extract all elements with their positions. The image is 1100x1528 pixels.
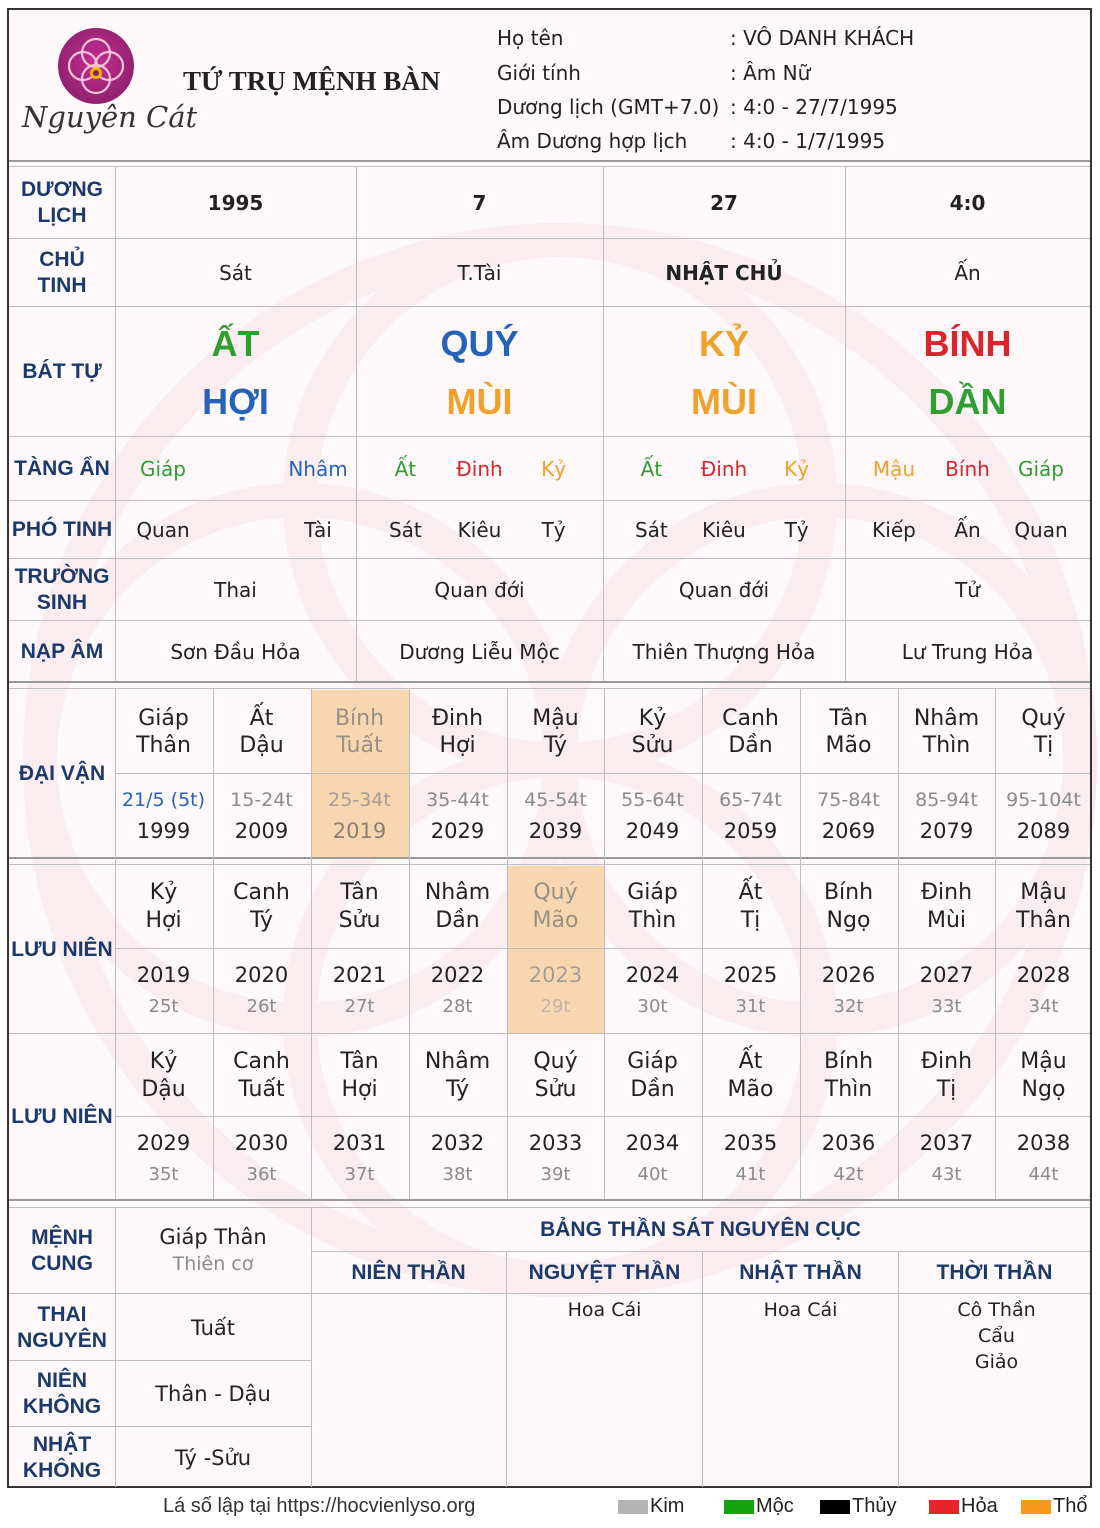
dai-van-chi: Dậu xyxy=(239,732,284,758)
luu-nien-pillar xyxy=(702,866,799,948)
row-header-luu-nien-1: LƯU NIÊN xyxy=(11,937,113,961)
luu-nien-can: Nhâm xyxy=(424,880,491,905)
luu-nien-can: Nhâm xyxy=(424,1049,491,1074)
pillar-chu-tinh: Sát xyxy=(219,261,252,285)
pillar-tang-an: Đinh xyxy=(700,457,748,481)
pillar-can: KỶ xyxy=(698,323,749,364)
luu-nien-chi: Mùi xyxy=(926,908,967,933)
luu-nien-age: 33t xyxy=(931,996,962,1017)
dai-van-can: Quý xyxy=(1021,705,1066,731)
luu-nien-chi: Sửu xyxy=(534,1077,577,1102)
row-header-nien-khong: NIÊN KHÔNG xyxy=(22,1369,102,1418)
luu-nien-year-cell xyxy=(507,1118,604,1200)
dai-van-period xyxy=(702,775,799,857)
dai-van-year: 1999 xyxy=(136,819,191,843)
pillar-nap-am: Sơn Đầu Hỏa xyxy=(170,639,301,664)
luu-nien-age: 25t xyxy=(148,996,179,1017)
dai-van-period xyxy=(213,775,310,857)
col-header-nguyet-than: NGUYỆT THẦN xyxy=(528,1261,681,1284)
dai-van-age: 55-64t xyxy=(621,789,684,811)
luu-nien-pillar xyxy=(311,866,408,948)
than-sat-item: Cẩu xyxy=(978,1325,1015,1347)
legend-item xyxy=(724,1495,794,1518)
luu-nien-pillar xyxy=(604,1035,701,1117)
luu-nien-chi: Thìn xyxy=(824,1077,873,1102)
luu-nien-pillar xyxy=(115,1035,212,1117)
dai-van-year: 2039 xyxy=(528,819,583,843)
info-value-gender: : Âm Nữ xyxy=(730,61,811,85)
luu-nien-can: Tân xyxy=(340,1049,379,1074)
luu-nien-chi: Dần xyxy=(435,908,480,933)
luu-nien-pillar xyxy=(800,866,897,948)
luu-nien-chi: Tị xyxy=(936,1077,957,1102)
legend-label: Hỏa xyxy=(961,1495,998,1517)
luu-nien-can: Mậu xyxy=(1020,1049,1067,1074)
pillar-chu-tinh: T.Tài xyxy=(457,261,502,285)
pillar-tang-an: Bính xyxy=(945,457,990,481)
than-sat-values xyxy=(899,1297,1094,1375)
luu-nien-can: Quý xyxy=(533,880,578,905)
than-sat-item: Cô Thần xyxy=(957,1299,1036,1321)
luu-nien-chi: Hợi xyxy=(145,908,182,933)
legend-label: Mộc xyxy=(756,1495,794,1517)
luu-nien-chi: Thìn xyxy=(628,908,677,933)
luu-nien-age: 31t xyxy=(735,996,766,1017)
dai-van-pillar xyxy=(115,690,212,773)
pillar-pho-tinh: Kiêu xyxy=(702,518,746,542)
legend-item xyxy=(618,1495,684,1518)
luu-nien-chi: Hợi xyxy=(341,1077,378,1102)
dai-van-age: 45-54t xyxy=(524,789,587,811)
luu-nien-chi: Tý xyxy=(445,1077,470,1102)
luu-nien-pillar xyxy=(409,1035,506,1117)
luu-nien-age: 34t xyxy=(1028,996,1059,1017)
pillar-nap-am: Thiên Thượng Hỏa xyxy=(632,639,816,664)
dai-van-chi: Dần xyxy=(728,732,773,758)
luu-nien-can: Kỷ xyxy=(149,1049,178,1074)
luu-nien-can: Giáp xyxy=(627,1049,678,1074)
luu-nien-chi: Thân xyxy=(1016,908,1071,933)
footer-source: Lá số lập tại https://hocvienlyso.org xyxy=(163,1495,476,1517)
luu-nien-year-cell xyxy=(409,1118,506,1200)
dai-van-year: 2019 xyxy=(332,819,387,843)
dai-van-chi: Thân xyxy=(136,732,191,758)
luu-nien-chi: Ngọ xyxy=(826,908,871,933)
luu-nien-can: Bính xyxy=(823,880,874,905)
luu-nien-can: Canh xyxy=(233,1049,290,1074)
luu-nien-year: 2019 xyxy=(136,963,191,987)
legend-swatch xyxy=(1021,1500,1051,1514)
pillar-pho-tinh: Tài xyxy=(304,518,332,542)
legend-item xyxy=(1021,1495,1087,1518)
than-sat-values xyxy=(703,1297,898,1323)
legend-item xyxy=(929,1495,998,1518)
luu-nien-age: 32t xyxy=(833,996,864,1017)
pillar-pho-tinh: Tỷ xyxy=(784,518,809,542)
nien-khong-value: Thân - Dậu xyxy=(155,1382,271,1406)
legend-swatch xyxy=(820,1500,850,1514)
dai-van-can: Canh xyxy=(722,705,779,731)
brand-signature: Nguyên Cát xyxy=(22,100,198,134)
menh-cung-value: Giáp Thân Thiên cơ xyxy=(159,1225,267,1275)
dai-van-year: 2049 xyxy=(625,819,680,843)
luu-nien-year-cell xyxy=(115,1118,212,1200)
pillar-pho-tinh: Ấn xyxy=(954,518,981,542)
luu-nien-year-cell xyxy=(409,950,506,1032)
info-value-lunar: : 4:0 - 1/7/1995 xyxy=(730,129,886,153)
dai-van-can: Giáp xyxy=(138,705,189,731)
pillar-truong-sinh: Quan đới xyxy=(678,578,770,602)
luu-nien-age: 26t xyxy=(246,996,277,1017)
legend-swatch xyxy=(929,1500,959,1514)
luu-nien-year-cell xyxy=(213,950,310,1032)
row-header-pho-tinh: PHÓ TINH xyxy=(11,518,113,541)
info-label-gender: Giới tính xyxy=(497,61,581,85)
col-header-thoi-than: THỜI THẦN xyxy=(936,1261,1053,1284)
pillar-tang-an: Giáp xyxy=(1017,457,1064,481)
luu-nien-pillar xyxy=(507,866,604,948)
luu-nien-can: Kỷ xyxy=(149,880,178,905)
luu-nien-year-cell xyxy=(604,1118,701,1200)
dai-van-period xyxy=(507,775,604,857)
luu-nien-age: 29t xyxy=(540,996,571,1017)
luu-nien-year: 2032 xyxy=(430,1131,485,1155)
luu-nien-year: 2037 xyxy=(919,1131,974,1155)
pillar-date: 27 xyxy=(710,191,738,215)
luu-nien-chi: Mão xyxy=(532,908,579,933)
row-header-luu-nien-2: LƯU NIÊN xyxy=(11,1105,113,1128)
pillar-date: 4:0 xyxy=(949,191,986,215)
dai-van-age: 85-94t xyxy=(915,789,978,811)
luu-nien-pillar xyxy=(311,1035,408,1117)
pillar-tang-an: Đinh xyxy=(456,457,503,481)
luu-nien-can: Mậu xyxy=(1020,880,1067,905)
luu-nien-year-cell xyxy=(311,950,408,1032)
luu-nien-year: 2036 xyxy=(821,1131,876,1155)
row-header-truong-sinh: TRƯỜNG SINH xyxy=(14,565,110,614)
pillar-nap-am: Dương Liễu Mộc xyxy=(399,639,560,664)
than-sat-values xyxy=(507,1297,702,1323)
dai-van-chi: Tị xyxy=(1033,732,1054,758)
pillar-tang-an: Mậu xyxy=(872,457,916,481)
luu-nien-can: Ất xyxy=(738,1049,763,1074)
than-sat-title: BẢNG THẦN SÁT NGUYÊN CỤC xyxy=(540,1218,861,1241)
luu-nien-age: 39t xyxy=(540,1164,571,1185)
pillar-chi: MÙI xyxy=(691,381,757,422)
dai-van-year: 2009 xyxy=(234,819,289,843)
luu-nien-year-cell xyxy=(311,1118,408,1200)
row-header-bat-tu: BÁT TỰ xyxy=(22,360,102,383)
pillar-pho-tinh: Kiêu xyxy=(457,518,502,542)
luu-nien-chi: Dậu xyxy=(141,1077,186,1102)
luu-nien-year-cell xyxy=(702,1118,799,1200)
pillar-tang-an: Ất xyxy=(640,457,663,481)
dai-van-chi: Sửu xyxy=(631,732,674,758)
dai-van-can: Mậu xyxy=(532,705,579,731)
luu-nien-year: 2031 xyxy=(332,1131,387,1155)
luu-nien-pillar xyxy=(213,866,310,948)
col-header-nhat-than: NHẬT THẦN xyxy=(739,1261,862,1284)
luu-nien-chi: Ngọ xyxy=(1021,1077,1066,1102)
luu-nien-year: 2021 xyxy=(332,963,387,987)
dai-van-period xyxy=(409,775,506,857)
luu-nien-year-cell xyxy=(213,1118,310,1200)
info-label-name: Họ tên xyxy=(497,26,564,50)
luu-nien-year: 2022 xyxy=(430,963,485,987)
pillar-pho-tinh: Sát xyxy=(388,518,422,542)
dai-van-period xyxy=(604,775,701,857)
luu-nien-can: Giáp xyxy=(627,880,678,905)
pillar-pho-tinh: Sát xyxy=(634,518,668,542)
dai-van-year: 2029 xyxy=(430,819,485,843)
luu-nien-can: Bính xyxy=(823,1049,874,1074)
legend-swatch xyxy=(724,1500,754,1514)
luu-nien-year-cell xyxy=(995,950,1092,1032)
luu-nien-pillar xyxy=(115,866,212,948)
luu-nien-age: 36t xyxy=(246,1164,277,1185)
info-label-solar: Dương lịch (GMT+7.0) xyxy=(497,95,720,119)
row-header-tang-an: TÀNG ẨN xyxy=(14,457,110,480)
row-header-menh-cung: MỆNH CUNG xyxy=(31,1226,93,1275)
dai-van-pillar xyxy=(898,690,995,773)
luu-nien-age: 28t xyxy=(442,996,473,1017)
luu-nien-age: 44t xyxy=(1028,1164,1059,1185)
pillar-tang-an: Kỷ xyxy=(541,457,567,481)
luu-nien-chi: Dần xyxy=(630,1077,675,1102)
dai-van-age: 21/5 (5t) xyxy=(121,789,206,811)
dai-van-chi: Tý xyxy=(543,732,568,758)
dai-van-age: 75-84t xyxy=(817,789,880,811)
luu-nien-year-cell xyxy=(800,1118,897,1200)
luu-nien-pillar xyxy=(995,866,1092,948)
pillar-nap-am: Lư Trung Hỏa xyxy=(901,639,1034,664)
dai-van-year: 2059 xyxy=(723,819,778,843)
luu-nien-can: Ất xyxy=(738,880,763,905)
row-header-chu-tinh: CHỦ TINH xyxy=(37,248,87,297)
row-header-dai-van: ĐẠI VẬN xyxy=(18,761,106,785)
luu-nien-year: 2024 xyxy=(625,963,680,987)
nhat-khong-value: Tý -Sửu xyxy=(174,1445,252,1470)
luu-nien-year: 2025 xyxy=(723,963,778,987)
luu-nien-age: 27t xyxy=(344,996,375,1017)
luu-nien-pillar xyxy=(898,866,995,948)
pillar-chi: HỢI xyxy=(202,381,269,422)
pillar-pho-tinh: Kiếp xyxy=(872,518,916,542)
luu-nien-year-cell xyxy=(507,950,604,1032)
dai-van-period xyxy=(898,775,995,857)
than-sat-item: Hoa Cái xyxy=(763,1299,838,1321)
pillar-date: 7 xyxy=(472,191,487,215)
pillar-tang-an: Nhâm xyxy=(288,457,348,481)
luu-nien-pillar xyxy=(898,1035,995,1117)
than-sat-item: Giảo xyxy=(974,1351,1019,1373)
luu-nien-year-cell xyxy=(115,950,212,1032)
luu-nien-year-cell xyxy=(800,950,897,1032)
luu-nien-year: 2020 xyxy=(234,963,289,987)
luu-nien-year: 2035 xyxy=(723,1131,778,1155)
pillar-chi: MÙI xyxy=(446,381,513,422)
pillar-tang-an: Ất xyxy=(394,457,417,481)
pillar-truong-sinh: Quan đới xyxy=(434,578,525,602)
pillar-pho-tinh: Quan xyxy=(1014,518,1068,542)
col-header-nien-than: NIÊN THẦN xyxy=(351,1261,466,1284)
luu-nien-age: 35t xyxy=(148,1164,179,1185)
luu-nien-pillar xyxy=(800,1035,897,1117)
luu-nien-pillar xyxy=(409,866,506,948)
luu-nien-age: 41t xyxy=(735,1164,766,1185)
pillar-tang-an: Giáp xyxy=(139,457,186,481)
legend-label: Thủy xyxy=(852,1495,897,1517)
row-header-thai-nguyen: THAI NGUYÊN xyxy=(17,1302,107,1352)
pillar-can: ẤT xyxy=(211,323,260,364)
luu-nien-chi: Tý xyxy=(249,908,274,933)
pillar-chu-tinh: NHẬT CHỦ xyxy=(665,261,783,285)
dai-van-period xyxy=(800,775,897,857)
row-header-nap-am: NẠP ÂM xyxy=(20,639,104,663)
dai-van-can: Tân xyxy=(829,705,868,731)
dai-van-year: 2089 xyxy=(1016,819,1071,843)
info-value-name: : VÔ DANH KHÁCH xyxy=(730,26,915,50)
dai-van-pillar xyxy=(995,690,1092,773)
dai-van-age: 65-74t xyxy=(719,789,782,811)
dai-van-can: Kỷ xyxy=(638,705,667,731)
dai-van-pillar xyxy=(702,690,799,773)
luu-nien-year: 2033 xyxy=(528,1131,583,1155)
legend-item xyxy=(820,1495,896,1518)
luu-nien-pillar xyxy=(213,1035,310,1117)
luu-nien-year-cell xyxy=(898,950,995,1032)
luu-nien-year-cell xyxy=(995,1118,1092,1200)
dai-van-age: 15-24t xyxy=(230,789,293,811)
info-label-lunar: Âm Dương hợp lịch xyxy=(497,129,688,153)
dai-van-period xyxy=(995,775,1092,857)
thai-nguyen-value: Tuất xyxy=(190,1315,236,1340)
dai-van-chi: Thìn xyxy=(922,732,971,758)
legend-label: Kim xyxy=(650,1495,685,1517)
luu-nien-age: 38t xyxy=(442,1164,473,1185)
page-title: TỨ TRỤ MỆNH BÀN xyxy=(183,66,441,96)
pillar-tang-an: Kỷ xyxy=(784,457,810,481)
luu-nien-year: 2026 xyxy=(821,963,876,987)
luu-nien-pillar xyxy=(995,1035,1092,1117)
luu-nien-pillar xyxy=(702,1035,799,1117)
dai-van-pillar xyxy=(800,690,897,773)
dai-van-pillar xyxy=(213,690,310,773)
luu-nien-age: 42t xyxy=(833,1164,864,1185)
dai-van-age: 25-34t xyxy=(328,789,391,811)
info-value-solar: : 4:0 - 27/7/1995 xyxy=(730,95,898,119)
pillar-chu-tinh: Ấn xyxy=(954,261,981,285)
luu-nien-age: 40t xyxy=(637,1164,668,1185)
luu-nien-chi: Tuất xyxy=(238,1077,285,1102)
dai-van-chi: Mão xyxy=(825,732,872,758)
dai-van-can: Bính xyxy=(334,705,385,731)
dai-van-pillar xyxy=(409,690,506,773)
luu-nien-can: Quý xyxy=(533,1049,578,1074)
luu-nien-year-cell xyxy=(702,950,799,1032)
pillar-pho-tinh: Quan xyxy=(136,518,190,542)
dai-van-pillar xyxy=(507,690,604,773)
dai-van-can: Đinh xyxy=(431,705,484,731)
luu-nien-can: Canh xyxy=(233,880,290,905)
luu-nien-pillar xyxy=(604,866,701,948)
row-header-nhat-khong: NHẬT KHÔNG xyxy=(22,1432,102,1482)
luu-nien-can: Đinh xyxy=(920,880,973,905)
dai-van-chi: Hợi xyxy=(439,732,476,758)
pillar-pho-tinh: Tỷ xyxy=(541,518,566,542)
luu-nien-year: 2034 xyxy=(625,1131,680,1155)
dai-van-chi: Tuất xyxy=(336,732,383,758)
pillar-can: BÍNH xyxy=(923,323,1012,364)
legend-swatch xyxy=(618,1500,648,1514)
pillar-can: QUÝ xyxy=(440,323,519,364)
luu-nien-year-cell xyxy=(898,1118,995,1200)
luu-nien-age: 37t xyxy=(344,1164,375,1185)
dai-van-pillar xyxy=(604,690,701,773)
pillar-date: 1995 xyxy=(207,191,264,215)
luu-nien-chi: Tị xyxy=(740,908,761,933)
luu-nien-age: 43t xyxy=(931,1164,962,1185)
dai-van-pillar xyxy=(311,690,408,773)
dai-van-age: 35-44t xyxy=(426,789,489,811)
legend-label: Thổ xyxy=(1053,1495,1088,1517)
luu-nien-age: 30t xyxy=(637,996,668,1017)
dai-van-period xyxy=(311,775,408,857)
luu-nien-year: 2029 xyxy=(136,1131,191,1155)
luu-nien-year-cell xyxy=(604,950,701,1032)
luu-nien-chi: Mão xyxy=(727,1077,774,1102)
luu-nien-can: Đinh xyxy=(920,1049,973,1074)
dai-van-can: Ất xyxy=(249,705,274,731)
pillar-truong-sinh: Tử xyxy=(955,578,980,602)
luu-nien-pillar xyxy=(507,1035,604,1117)
luu-nien-year: 2027 xyxy=(919,963,974,987)
luu-nien-can: Tân xyxy=(340,880,379,905)
dai-van-year: 2079 xyxy=(919,819,974,843)
lotus-logo-icon xyxy=(55,25,137,107)
dai-van-can: Nhâm xyxy=(913,705,980,731)
dai-van-year: 2069 xyxy=(821,819,876,843)
luu-nien-year: 2030 xyxy=(234,1131,289,1155)
luu-nien-year: 2028 xyxy=(1016,963,1071,987)
luu-nien-year: 2038 xyxy=(1016,1131,1071,1155)
pillar-truong-sinh: Thai xyxy=(214,578,257,602)
dai-van-period xyxy=(115,775,212,857)
pillar-chi: DẦN xyxy=(928,381,1007,422)
row-header-duong-lich: DƯƠNG LỊCH xyxy=(20,178,103,227)
than-sat-item: Hoa Cái xyxy=(567,1299,642,1321)
luu-nien-year: 2023 xyxy=(528,963,583,987)
luu-nien-chi: Sửu xyxy=(338,908,381,933)
dai-van-age: 95-104t xyxy=(1006,789,1081,811)
